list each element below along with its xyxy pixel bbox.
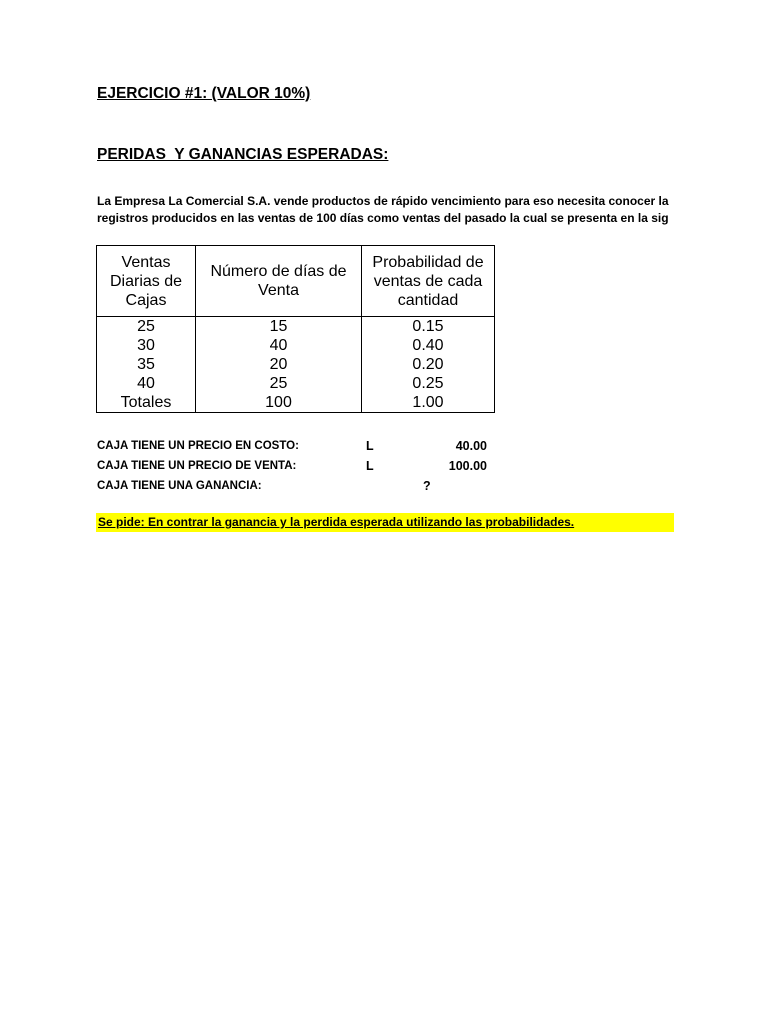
task-instruction (96, 513, 674, 532)
sales-probability-table (96, 245, 495, 413)
table-row (97, 336, 495, 355)
profit-value: ? (423, 479, 431, 493)
table-row (97, 355, 495, 374)
header-probabilidad: Probabilidad de ventas de cada cantidad (362, 246, 495, 317)
table-totals-row (97, 393, 495, 413)
section-subtitle: PERIDAS Y GANANCIAS ESPERADAS: (97, 146, 389, 163)
cell-probabilidad: 0.15 (362, 317, 495, 337)
cell-dias: 40 (196, 336, 362, 355)
header-ventas-diarias: Ventas Diarias de Cajas (97, 246, 196, 317)
cell-total-probabilidad: 1.00 (362, 393, 495, 413)
table-header-row (97, 246, 495, 317)
sale-currency: L (366, 459, 374, 473)
cell-cajas: 25 (97, 317, 196, 337)
intro-line-2: registros producidos en las ventas de 100 días como ventas del pasado la cual se presenta en la sig (97, 211, 669, 225)
table-row (97, 374, 495, 393)
cost-price-label: CAJA TIENE UN PRECIO EN COSTO: (97, 440, 299, 452)
profit-label: CAJA TIENE UNA GANANCIA: (97, 480, 262, 492)
task-text: Se pide: En contrar la ganancia y la perdida esperada utilizando las probabilidades. (98, 515, 575, 529)
intro-paragraph (97, 193, 674, 227)
exercise-title: EJERCICIO #1: (VALOR 10%) (97, 85, 311, 102)
cell-totales-label: Totales (97, 393, 196, 413)
cell-dias: 25 (196, 374, 362, 393)
cell-probabilidad: 0.20 (362, 355, 495, 374)
sale-price-label: CAJA TIENE UN PRECIO DE VENTA: (97, 460, 297, 472)
sale-price-value: 100.00 (448, 459, 487, 473)
cell-probabilidad: 0.25 (362, 374, 495, 393)
table-row (97, 317, 495, 337)
cost-currency: L (366, 439, 374, 453)
cell-cajas: 35 (97, 355, 196, 374)
cell-dias: 15 (196, 317, 362, 337)
cell-total-dias: 100 (196, 393, 362, 413)
cost-price-value: 40.00 (455, 439, 487, 453)
cell-cajas: 40 (97, 374, 196, 393)
header-numero-dias: Número de días de Venta (196, 246, 362, 317)
cell-cajas: 30 (97, 336, 196, 355)
cell-probabilidad: 0.40 (362, 336, 495, 355)
cell-dias: 20 (196, 355, 362, 374)
intro-line-1: La Empresa La Comercial S.A. vende productos de rápido vencimiento para eso necesita conocer la (97, 194, 669, 208)
